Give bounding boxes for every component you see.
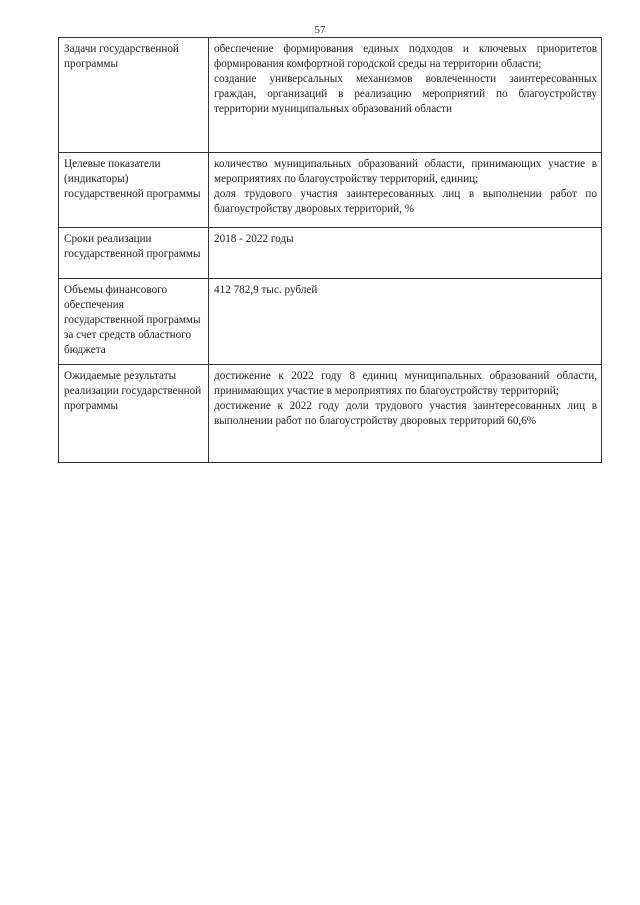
tasks-value-line: создание универсальных механизмов вовлеченности заинтересованных граждан, организаций в реализацию мероприятий по благоустройству территории муниципальных образований области [214,73,597,115]
results-value [209,365,602,463]
table-row-tasks [59,38,602,153]
results-value-line: достижение к 2022 году доли трудового участия заинтересованных лиц в выполнении работ по благоустройству дворовых территорий 60,6% [214,400,597,427]
indicators-value-line: количество муниципальных образований области, принимающих участие в мероприятиях по благоустройству территорий, единиц; [214,158,597,185]
indicators-value-line: доля трудового участия заинтересованных лиц в выполнении работ по благоустройству дворовых территорий, % [214,188,597,215]
terms-value-line: 2018 - 2022 годы [214,233,294,245]
finance-label: Объемы финансового обеспечения государственной программы за счет средств областного бюджета [59,279,209,365]
indicators-label: Целевые показатели (индикаторы) государственной программы [59,153,209,228]
table-row-results [59,365,602,463]
tasks-value [209,38,602,153]
terms-value [209,228,602,279]
table-row-finance [59,279,602,365]
table-row-terms [59,228,602,279]
finance-value [209,279,602,365]
indicators-value [209,153,602,228]
tasks-value-line: обеспечение формирования единых подходов и ключевых приоритетов формирования комфортной городской среды на территории области; [214,43,597,70]
tasks-label: Задачи государственной программы [59,38,209,153]
page-number: 57 [314,24,326,36]
results-label: Ожидаемые результаты реализации государственной программы [59,365,209,463]
table-row-indicators [59,153,602,228]
finance-value-line: 412 782,9 тыс. рублей [214,284,318,296]
terms-label: Сроки реализации государственной программы [59,228,209,279]
results-value-line: достижение к 2022 году 8 единиц муниципальных образований области, принимающих участие в мероприятиях по благоустройству территорий; [214,370,597,397]
program-passport-table [58,37,602,463]
